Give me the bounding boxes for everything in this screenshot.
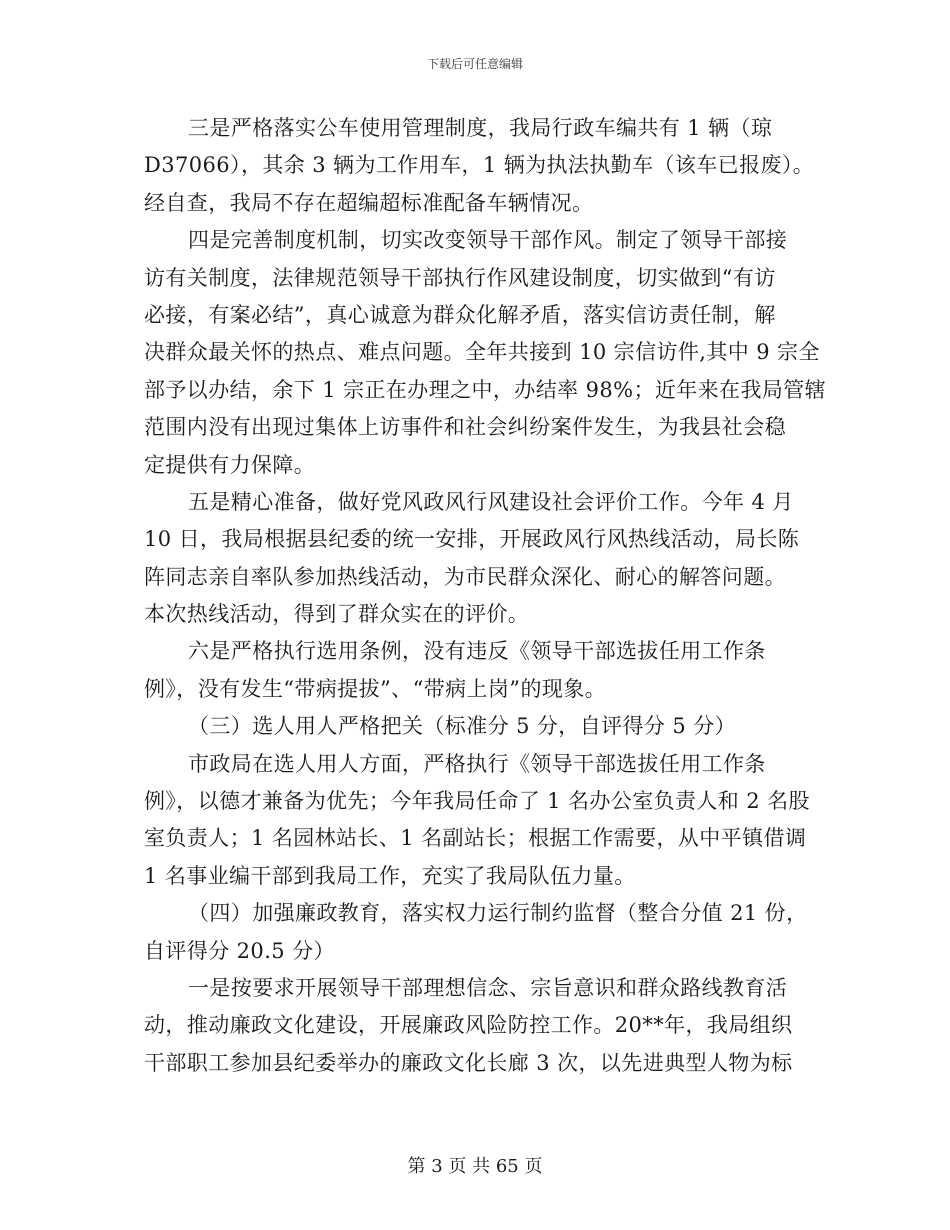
paragraph-line: 五是精心准备，做好党风政风行风建设社会评价工作。今年 4 月: [188, 489, 794, 514]
paragraph-line: 决群众最关怀的热点、难点问题。全年共接到 10 宗信访件,其中 9 宗全: [144, 340, 820, 365]
paragraph-line: 经自查，我局不存在超编超标准配备车辆情况。: [144, 190, 594, 215]
paragraph-line: 例》，没有发生“带病提拔”、“带病上岗”的现象。: [144, 676, 607, 701]
paragraph-line: 动，推动廉政文化建设，开展廉政风险防控工作。20**年，我局组织: [144, 1013, 793, 1038]
paragraph-line: 例》，以德才兼备为优先；今年我局任命了 1 名办公室负责人和 2 名股: [144, 789, 810, 814]
section-heading: （四）加强廉政教育，落实权力运行制约监督（整合分值 21 份，: [188, 901, 808, 926]
paragraph-line: 定提供有力保障。: [144, 452, 316, 477]
paragraph-line: 六是严格执行选用条例，没有违反《领导干部选拔任用工作条: [188, 639, 766, 664]
page-number-footer: 第 3 页 共 65 页: [407, 1156, 543, 1177]
paragraph-line: 一是按要求开展领导干部理想信念、宗旨意识和群众路线教育活: [188, 975, 788, 1000]
paragraph-line: 四是完善制度机制，切实改变领导干部作风。制定了领导干部接: [188, 228, 788, 253]
paragraph-line: 室负责人；1 名园林站长、1 名副站长；根据工作需要，从中平镇借调: [144, 826, 807, 851]
document-body: [144, 110, 827, 1082]
section-heading-continued: 自评得分 20.5 分）: [144, 938, 335, 963]
paragraph-line: 10 日，我局根据县纪委的统一安排，开展政风行风热线活动，局长陈: [144, 527, 800, 552]
paragraph-line: 阵同志亲自率队参加热线活动，为市民群众深化、耐心的解答问题。: [144, 564, 786, 589]
paragraph-line: 市政局在选人用人方面，严格执行《领导干部选拔任用工作条: [188, 751, 766, 776]
paragraph-line: 1 名事业编干部到我局工作，充实了我局队伍力量。: [144, 863, 636, 888]
paragraph-line: D37066），其余 3 辆为工作用车，1 辆为执法执勤车（该车已报废）。: [144, 153, 815, 178]
paragraph-line: 范围内没有出现过集体上访事件和社会纠纷案件发生，为我县社会稳: [144, 415, 786, 440]
section-heading: （三）选人用人严格把关（标准分 5 分，自评得分 5 分）: [188, 714, 737, 739]
paragraph-line: 本次热线活动，得到了群众实在的评价。: [144, 602, 530, 627]
page-header: 下载后可任意编辑: [426, 57, 523, 71]
paragraph-line: 访有关制度，法律规范领导干部执行作风建设制度，切实做到“有访: [144, 265, 776, 290]
paragraph-line: 部予以办结，余下 1 宗正在办理之中，办结率 98%；近年来在我局管辖: [144, 377, 827, 402]
paragraph-line: 三是严格落实公车使用管理制度，我局行政车编共有 1 辆（琼: [188, 116, 773, 140]
paragraph-line: 必接，有案必结”，真心诚意为群众化解矛盾，落实信访责任制，解: [144, 302, 776, 327]
paragraph-line: 干部职工参加县纪委举办的廉政文化长廊 3 次，以先进典型人物为标: [144, 1050, 793, 1075]
